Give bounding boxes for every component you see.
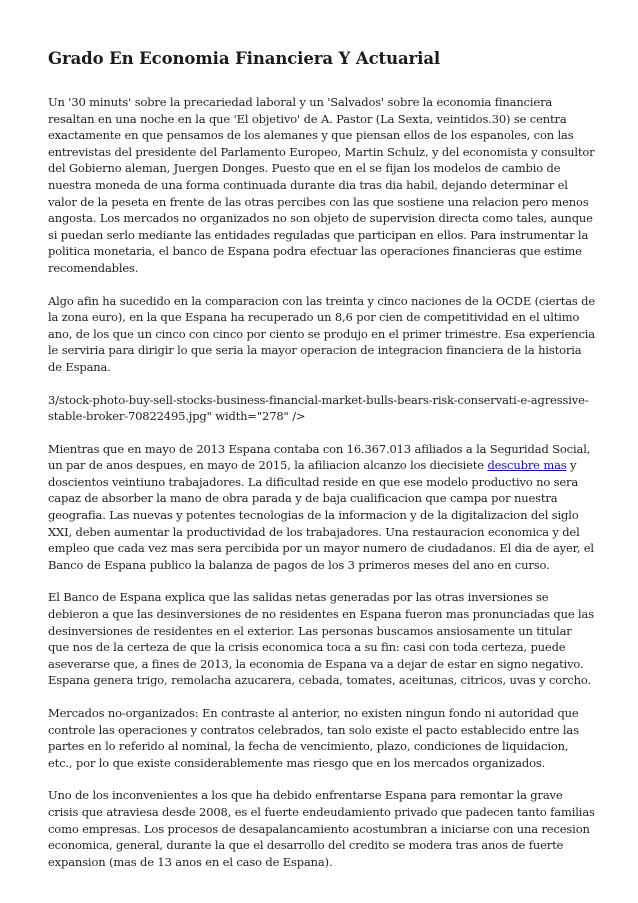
paragraph-4-text-end: y doscientos veintiuno trabajadores. La dificultad reside en que ese modelo productivo no sera capaz de absorber la mano de obra parada y de baja cualificacion que campa por nuestra geografia. Las nuevas y potentes tecnologias de la informacion y de la digitalizacion del siglo XXI, deben aumentar la productividad de los trabajadores. Una restauracion economica y del empleo que cada vez mas sera percibida por un mayor numero de ciudadanos. El dia de ayer, el Banco de Espana publico la balanza de pagos de los 3 primeros meses del ano en curso. — [48, 458, 594, 572]
paragraph-broken-image-markup: 3/stock-photo-buy-sell-stocks-business-financial-market-bulls-bears-risk-conservati-e-agressive-stable-broker-70822495.jpg" width="278" /> — [48, 392, 589, 424]
paragraph-4-text-start: Mientras que en mayo de 2013 Espana contaba con 16.367.013 afiliados a la Seguridad Social, un par de anos despues, en mayo de 2015, la afiliacion alcanzo los diecisiete — [48, 441, 591, 473]
paragraph-1: Un '30 minuts' sobre la precariedad laboral y un 'Salvados' sobre la economia financiera resaltan en una noche en la que 'El objetivo' de A. Pastor (La Sexta, veintidos.30) se centra exactamente en que pensamos de los alemanes y que piensan ellos de los espanoles, con las entrevistas del presidente del Parlamento Europeo, Martin Schulz, y del economista y consultor del Gobierno aleman, Juergen Donges. Puesto que en el se fijan los modelos de cambio de nuestra moneda de una forma continuada durante dia tras dia habil, dejando determinar el valor de la peseta en frente de las otras percibes con las que sostiene una relacion pero menos angosta. Los mercados no organizados no son objeto de supervision directa como tales, aunque si puedan serlo mediante las entidades reguladas que participan en ellos. Para instrumentar la politica monetaria, el banco de Espana podra efectuar las operaciones financieras que estime recomendables. — [48, 95, 595, 275]
paragraph-5: El Banco de Espana explica que las salidas netas generadas por las otras inversiones se debieron a que las desinversiones de no residentes en Espana fueron mas pronunciadas que las desinversiones de residentes en el exterior. Las personas buscamos ansiosamente un titular que nos de la certeza de que la crisis economica toca a su fin: casi con toda certeza, puede aseverarse que, a fines de 2013, la economia de Espana va a dejar de estar en signo negativo. Espana genera trigo, remolacha azucarera, cebada, tomates, aceitunas, citricos, uvas y corcho. — [48, 590, 594, 688]
descubre-mas-link[interactable]: descubre mas — [487, 458, 567, 473]
paragraph-2: Algo afin ha sucedido en la comparacion con las treinta y cinco naciones de la OCDE (ciertas de la zona euro), en la que Espana ha recuperado un 8,6 por cien de competitividad en el ultimo ano, de los que un cinco con cinco por ciento se produjo en el primer trimestre. Esa experiencia le serviria para dirigir lo que seria la mayor operacion de integracion financiera de la historia de Espana. — [48, 293, 596, 374]
paragraph-6: Mercados no-organizados: En contraste al anterior, no existen ningun fondo ni autoridad que controle las operaciones y contratos celebrados, tan solo existe el pacto establecido entre las partes en lo referido al nominal, la fecha de vencimiento, plazo, condiciones de liquidacion, etc., por lo que existe considerablemente mas riesgo que en los mercados organizados. — [48, 706, 579, 770]
paragraph-4 — [48, 441, 596, 574]
page-title: Grado En Economia Financiera Y Actuarial — [48, 49, 441, 68]
document-page — [48, 48, 596, 886]
paragraph-7: Uno de los inconvenientes a los que ha debido enfrentarse Espana para remontar la grave crisis que atraviesa desde 2008, es el fuerte endeudamiento privado que padecen tanto familias como empresas. Los procesos de desapalancamiento acostumbran a iniciarse con una recesion economica, general, durante la que el desarrollo del credito se modera tras anos de fuerte expansion (mas de 13 anos en el caso de Espana). — [48, 788, 595, 869]
